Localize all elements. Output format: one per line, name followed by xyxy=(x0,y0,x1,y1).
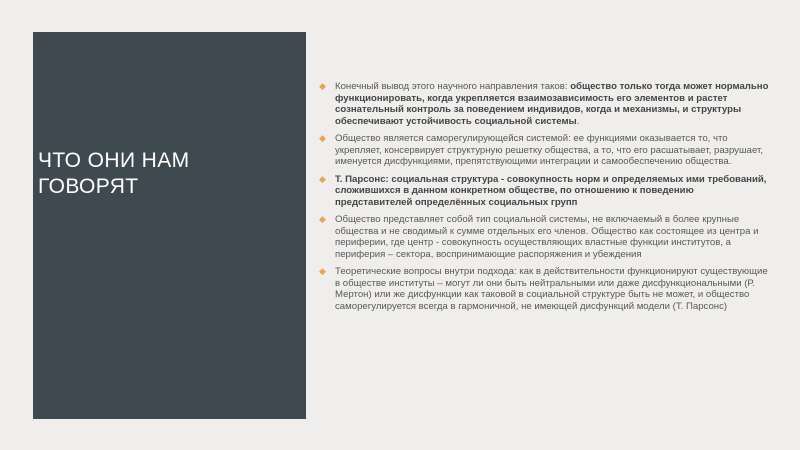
bullet-item-theoretical-questions xyxy=(319,266,771,312)
bullet-text: Теоретические вопросы внутри подхода: как в действительности функционируют существующие в обществе институты – могут ли они быть нейтральными или даже дисфункциональными (Р. Мертон) или же дисфункции как таковой в социальной структуре быть не может, и общество саморегулируется всегда в гармоничной, не имеющей дисфункций модели (Т. Парсонс) xyxy=(335,266,768,312)
bullet-marker-icon: ◆ xyxy=(319,214,326,224)
bullet-lead-text: Конечный вывод этого научного направления таков: xyxy=(335,81,571,92)
bullet-marker-icon: ◆ xyxy=(319,173,326,184)
title-panel xyxy=(33,32,306,419)
bullet-marker-icon: ◆ xyxy=(319,266,326,276)
bullet-item-self-regulation xyxy=(319,133,771,168)
bullet-item-conclusion xyxy=(319,81,771,127)
bullet-text: Общество представляет собой тип социальной системы, не включаемый в более крупные общества и не сводимый к сумме отдельных его членов. Общество как состоящее из центра и периферии, где центр - совокупность осуществляющих властные функции институтов, а периферия – сектора, воспринимающие распоряжения и убеждения xyxy=(335,214,759,260)
bullet-text: Общество является саморегулирующейся системой: ее функциями оказывается то, что укрепляет, консервирует структурную решетку общества, а то, что его расшатывает, разрушает, именуется дисфункциями, препятствующими интеграции и самообеспечению общества. xyxy=(335,133,764,167)
bullet-item-society-type xyxy=(319,214,771,260)
slide-title: ЧТО ОНИ НАМ ГОВОРЯТ xyxy=(38,149,190,198)
bullet-marker-icon: ◆ xyxy=(319,133,326,143)
content-list xyxy=(319,81,771,318)
bullet-marker-icon: ◆ xyxy=(319,81,326,91)
bullet-item-parsons xyxy=(319,174,771,209)
bullet-bold-text: общество только тогда может нормально функционировать, когда укрепляется взаимозависимость его элементов и растет сознательный контроль за поведением индивидов, когда и механизмы, и структуры обеспечивают устойчивость социальной системы xyxy=(335,81,769,127)
bullet-tail-text: . xyxy=(576,115,580,127)
bullet-bold-text: Т. Парсонс: социальная структура - совокупность норм и определяемых ими требований, сложившихся в данном конкретном обществе, по отношению к поведению представителей определённых социальных групп xyxy=(335,173,767,208)
